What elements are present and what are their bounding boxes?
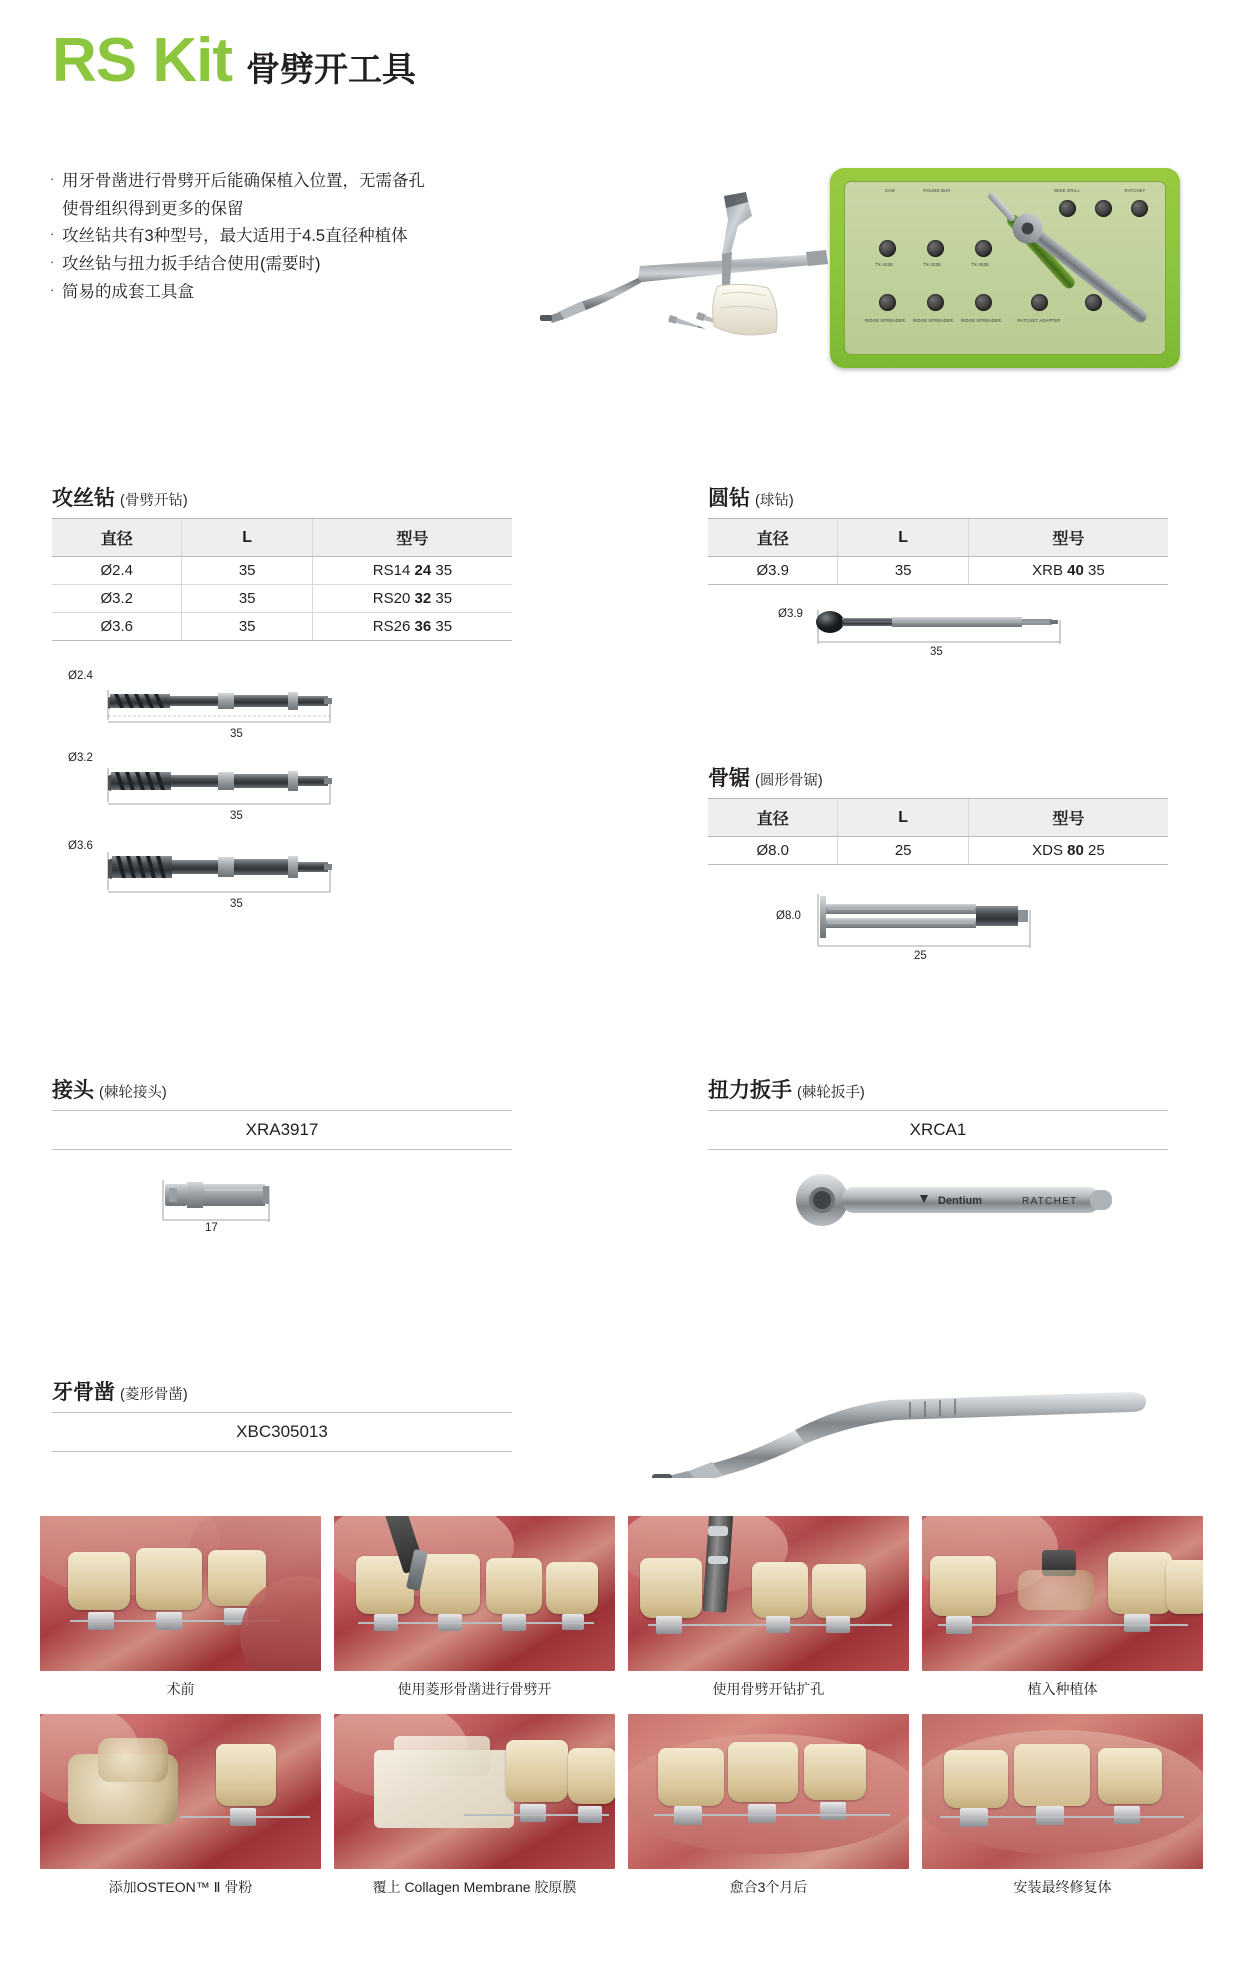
kit-label-tx3235: TX-3235: [923, 262, 941, 267]
model-suffix: 35: [1088, 562, 1105, 579]
clinical-image-final-restoration: [922, 1714, 1203, 1869]
kit-case-photo: [830, 168, 1180, 368]
table-row: [52, 585, 512, 613]
model-suffix: 25: [1088, 842, 1105, 859]
cell-model: [312, 585, 512, 613]
tap-drill-drawing-3: [68, 840, 420, 921]
bullet-text: 攻丝钻共有3种型号，最大适用于4.5直径种植体: [62, 227, 408, 246]
kit-label-saw: SAW: [885, 188, 895, 193]
table-header-row: [708, 519, 1168, 557]
tap-drill-drawing-1: [68, 670, 420, 755]
page-subtitle: 骨劈开工具: [246, 51, 416, 89]
cell-diameter: Ø3.9: [708, 557, 838, 585]
clinical-image-preop: [40, 1516, 321, 1671]
photo-caption: 使用菱形骨凿进行骨劈开: [397, 1681, 552, 1697]
kit-label-tx3635: TX-3635: [971, 262, 989, 267]
cell-model: [968, 837, 1168, 865]
photo-caption: 添加OSTEON™ Ⅱ 骨粉: [108, 1879, 253, 1895]
cell-diameter: Ø8.0: [708, 837, 838, 865]
photo-caption: 使用骨劈开钻扩孔: [712, 1681, 825, 1697]
photo-caption: 术前: [166, 1681, 195, 1697]
table-row: [52, 613, 512, 641]
kit-label-ridge-spreader-2: RIDGE SPREADER: [912, 318, 954, 323]
model-prefix: XRB: [1032, 562, 1063, 579]
clinical-photo-cell: [922, 1714, 1203, 1907]
column-header-diameter: 直径: [708, 799, 838, 837]
round-bur-drawing: [778, 598, 1140, 673]
clinical-photo-cell: [628, 1714, 909, 1907]
wrench-brand-text: Dentium: [938, 1195, 982, 1207]
section-title-cn: 圆钻: [708, 487, 750, 510]
section-title-paren: (棘轮扳手): [797, 1085, 865, 1101]
kit-label-tx2435: TX-2435: [875, 262, 893, 267]
clinical-image-membrane: [334, 1714, 615, 1869]
tap-drill-drawing-2: [68, 752, 420, 835]
model-prefix: RS20: [372, 590, 411, 607]
column-header-length: L: [182, 519, 312, 557]
section-title-cn: 扭力扳手: [708, 1079, 792, 1102]
model-bold: 24: [414, 562, 432, 579]
table-row: [52, 557, 512, 585]
bone-chisel-membrane-photo: [700, 190, 820, 340]
column-header-model: 型号: [968, 799, 1168, 837]
clinical-photo-cell: [334, 1714, 615, 1907]
clinical-photo-cell: [922, 1516, 1203, 1709]
column-header-model: 型号: [312, 519, 512, 557]
dim-length: 17: [205, 1222, 218, 1234]
dim-length: 35: [230, 898, 243, 910]
column-header-diameter: 直径: [52, 519, 182, 557]
cell-length: 35: [182, 557, 312, 585]
section-title-paren: (棘轮接头): [99, 1085, 167, 1101]
chisel-model-box: XBC305013: [52, 1412, 512, 1452]
section-title-saw: [708, 762, 823, 792]
section-title-torque-wrench: [708, 1074, 865, 1104]
column-header-length: L: [838, 799, 968, 837]
model-prefix: XDS: [1032, 842, 1063, 859]
section-title-tap-drill: [52, 482, 188, 512]
page-title: RS Kit: [52, 26, 232, 95]
saw-drawing: [776, 888, 1090, 973]
bullet-marker: ·: [50, 254, 55, 270]
clinical-photo-cell: [628, 1516, 909, 1709]
tap-drill-table: [52, 518, 512, 641]
cell-diameter: Ø2.4: [52, 557, 182, 585]
cell-length: 25: [838, 837, 968, 865]
adapter-drawing: [145, 1166, 345, 1241]
cell-diameter: Ø3.2: [52, 585, 182, 613]
clinical-photo-row-2: [40, 1714, 1202, 1907]
bullet-text: 用牙骨凿进行骨劈开后能确保植入位置，无需备孔: [62, 172, 425, 190]
table-row: [708, 557, 1168, 585]
bullet-marker: ·: [50, 171, 55, 186]
kit-label-round-bur: ROUND BUR: [923, 188, 951, 193]
section-title-chisel: [52, 1376, 188, 1406]
table-header-row: [708, 799, 1168, 837]
bullet-text: 攻丝钻与扭力扳手结合使用(需要时): [62, 255, 321, 274]
dim-diameter: Ø3.9: [778, 608, 803, 620]
model-bold: 32: [414, 590, 432, 607]
column-header-diameter: 直径: [708, 519, 838, 557]
bullet-marker: [50, 196, 62, 223]
dim-length: 35: [230, 810, 243, 822]
model-prefix: RS26: [372, 618, 411, 635]
section-title-cn: 攻丝钻: [52, 487, 115, 510]
photo-caption: 植入种植体: [1027, 1681, 1098, 1697]
dim-diameter: Ø2.4: [68, 670, 93, 682]
kit-label-wide-drill: WIDE DRILL: [1054, 188, 1080, 193]
photo-caption: 安装最终修复体: [1013, 1879, 1112, 1895]
wrench-engraving-text: RATCHET: [1022, 1196, 1078, 1207]
section-title-cn: 牙骨凿: [52, 1381, 115, 1404]
chisel-photo: [590, 1368, 1150, 1478]
clinical-image-bone-graft: [40, 1714, 321, 1869]
dim-diameter: Ø3.6: [68, 840, 93, 852]
model-suffix: 35: [435, 618, 453, 635]
model-bold: 40: [1067, 562, 1084, 579]
cell-length: 35: [182, 585, 312, 613]
kit-label-ratchet-adapter: RATCHET ADAPTER: [1017, 318, 1061, 323]
bullet-text: 使骨组织得到更多的保留: [62, 199, 244, 218]
section-title-adapter: [52, 1074, 167, 1104]
bullet-text: 简易的成套工具盒: [62, 282, 194, 301]
model-suffix: 35: [435, 562, 453, 579]
bullet-marker: ·: [50, 281, 55, 297]
section-title-cn: 骨锯: [708, 767, 750, 790]
adapter-model-box: XRA3917: [52, 1110, 512, 1150]
kit-label-ridge-spreader-1: RIDGE SPREADER: [864, 318, 906, 323]
clinical-photo-row-1: [40, 1516, 1202, 1709]
cell-model: [312, 557, 512, 585]
clinical-photo-cell: [40, 1714, 321, 1907]
model-bold: 36: [414, 618, 432, 635]
clinical-image-implant-placed: [922, 1516, 1203, 1671]
photo-caption: 覆上 Collagen Membrane 胶原膜: [372, 1879, 577, 1895]
clinical-image-healed: [628, 1714, 909, 1869]
round-bur-table: [708, 518, 1168, 585]
page-header: [52, 26, 416, 95]
section-title-paren: (菱形骨凿): [120, 1387, 188, 1403]
torque-wrench-model-box: XRCA1: [708, 1110, 1168, 1150]
dim-length: 35: [930, 646, 943, 658]
dim-diameter: Ø8.0: [776, 910, 801, 922]
model-prefix: RS14: [372, 562, 411, 579]
column-header-length: L: [838, 519, 968, 557]
bullet-marker: ·: [50, 226, 55, 242]
kit-label-ratchet: RATCHET: [1124, 188, 1146, 193]
column-header-model: 型号: [968, 519, 1168, 557]
cell-length: 35: [182, 613, 312, 641]
cell-model: [312, 613, 512, 641]
kit-label-ridge-spreader-3: RIDGE SPREADER: [960, 318, 1002, 323]
torque-wrench-photo: [790, 1168, 1120, 1238]
cell-length: 35: [838, 557, 968, 585]
table-row: [708, 837, 1168, 865]
clinical-photo-grid: [40, 1516, 1202, 1912]
section-title-cn: 接头: [52, 1079, 94, 1102]
model-bold: 80: [1067, 842, 1084, 859]
model-suffix: 35: [435, 590, 453, 607]
clinical-photo-cell: [40, 1516, 321, 1709]
section-title-round-bur: [708, 482, 794, 512]
clinical-image-drill: [628, 1516, 909, 1671]
clinical-photo-cell: [334, 1516, 615, 1709]
kit-tray: [844, 181, 1166, 355]
section-title-paren: (圆形骨锯): [755, 773, 823, 789]
section-title-paren: (球钻): [755, 493, 794, 509]
dim-diameter: Ø3.2: [68, 752, 93, 764]
dim-length: 25: [914, 950, 927, 962]
dim-length: 35: [230, 728, 243, 740]
clinical-image-chisel-split: [334, 1516, 615, 1671]
cell-diameter: Ø3.6: [52, 613, 182, 641]
section-title-paren: (骨劈开钻): [120, 493, 188, 509]
table-header-row: [52, 519, 512, 557]
photo-caption: 愈合3个月后: [729, 1879, 808, 1895]
saw-table: [708, 798, 1168, 865]
cell-model: [968, 557, 1168, 585]
